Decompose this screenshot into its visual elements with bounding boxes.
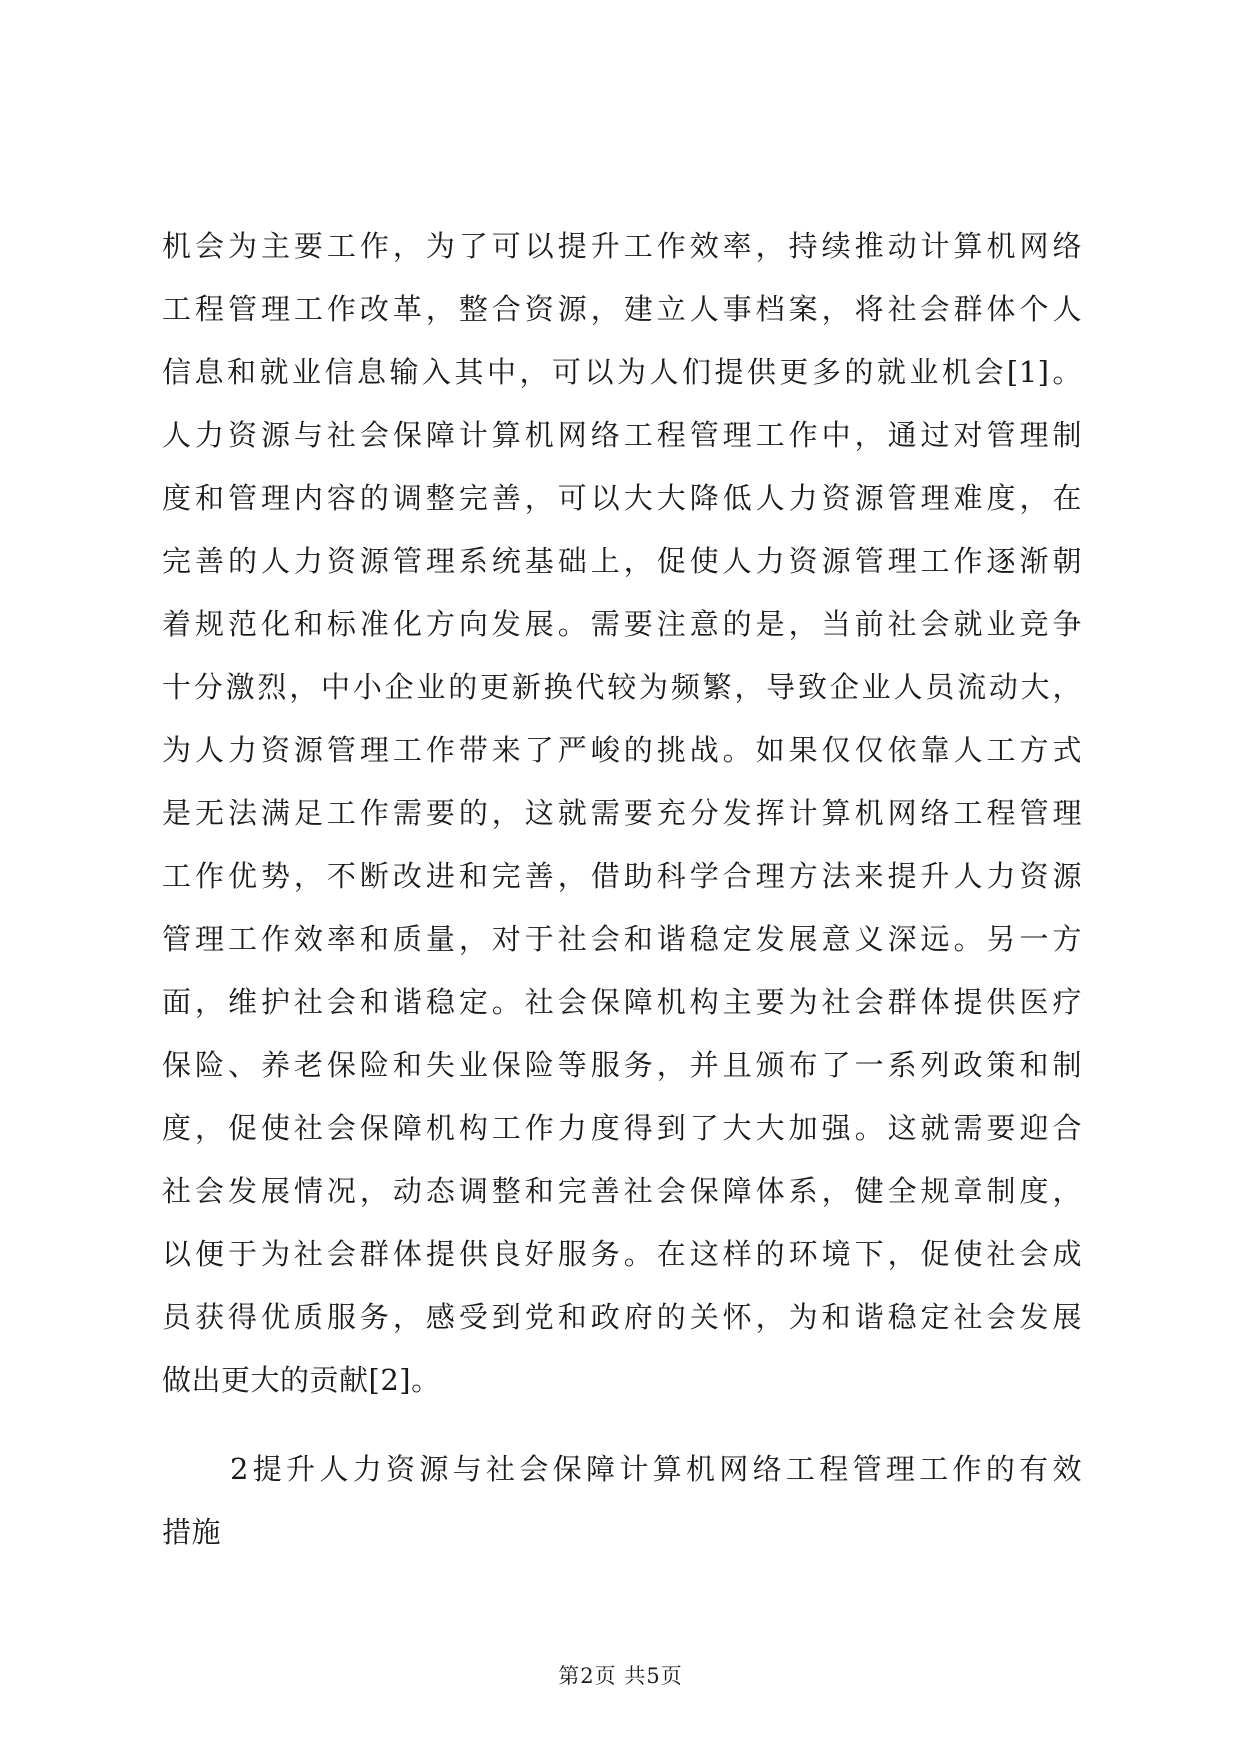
section-heading — [162, 1451, 1082, 1577]
paragraph-line: 信息和就业信息输入其中，可以为人们提供更多的就业机会[1]。 — [162, 355, 1082, 389]
paragraph-line: 为人力资源管理工作带来了严峻的挑战。如果仅仅依靠人工方式 — [162, 733, 1082, 767]
paragraph-line: 机会为主要工作，为了可以提升工作效率，持续推动计算机网络 — [162, 229, 1082, 263]
paragraph-line: 度和管理内容的调整完善，可以大大降低人力资源管理难度，在 — [162, 481, 1082, 515]
paragraph-line: 保险、养老保险和失业保险等服务，并且颁布了一系列政策和制 — [162, 1048, 1082, 1082]
paragraph-line: 人力资源与社会保障计算机网络工程管理工作中，通过对管理制 — [162, 418, 1082, 452]
paragraph-line: 做出更大的贡献[2]。 — [162, 1363, 441, 1397]
paragraph-line: 是无法满足工作需要的，这就需要充分发挥计算机网络工程管理 — [162, 796, 1082, 830]
paragraph-line: 面，维护社会和谐稳定。社会保障机构主要为社会群体提供医疗 — [162, 985, 1082, 1019]
paragraph-line: 完善的人力资源管理系统基础上，促使人力资源管理工作逐渐朝 — [162, 544, 1082, 578]
section-heading-line: 措施 — [162, 1515, 222, 1549]
body-paragraph — [162, 228, 1082, 1425]
paragraph-line: 社会发展情况，动态调整和完善社会保障体系，健全规章制度， — [162, 1174, 1082, 1208]
paragraph-line: 以便于为社会群体提供良好服务。在这样的环境下，促使社会成 — [162, 1237, 1082, 1271]
paragraph-line: 员获得优质服务，感受到党和政府的关怀，为和谐稳定社会发展 — [162, 1300, 1082, 1334]
paragraph-line: 度，促使社会保障机构工作力度得到了大大加强。这就需要迎合 — [162, 1111, 1082, 1145]
paragraph-line: 十分激烈，中小企业的更新换代较为频繁，导致企业人员流动大， — [162, 670, 1082, 704]
paragraph-line: 着规范化和标准化方向发展。需要注意的是，当前社会就业竞争 — [162, 607, 1082, 641]
page-footer: 第2页 共5页 — [558, 1664, 683, 1688]
paragraph-line: 工作优势，不断改进和完善，借助科学合理方法来提升人力资源 — [162, 859, 1082, 893]
paragraph-line: 工程管理工作改革，整合资源，建立人事档案，将社会群体个人 — [162, 292, 1082, 326]
section-heading-line: 2提升人力资源与社会保障计算机网络工程管理工作的有效 — [230, 1452, 1082, 1486]
paragraph-line: 管理工作效率和质量，对于社会和谐稳定发展意义深远。另一方 — [162, 922, 1082, 956]
